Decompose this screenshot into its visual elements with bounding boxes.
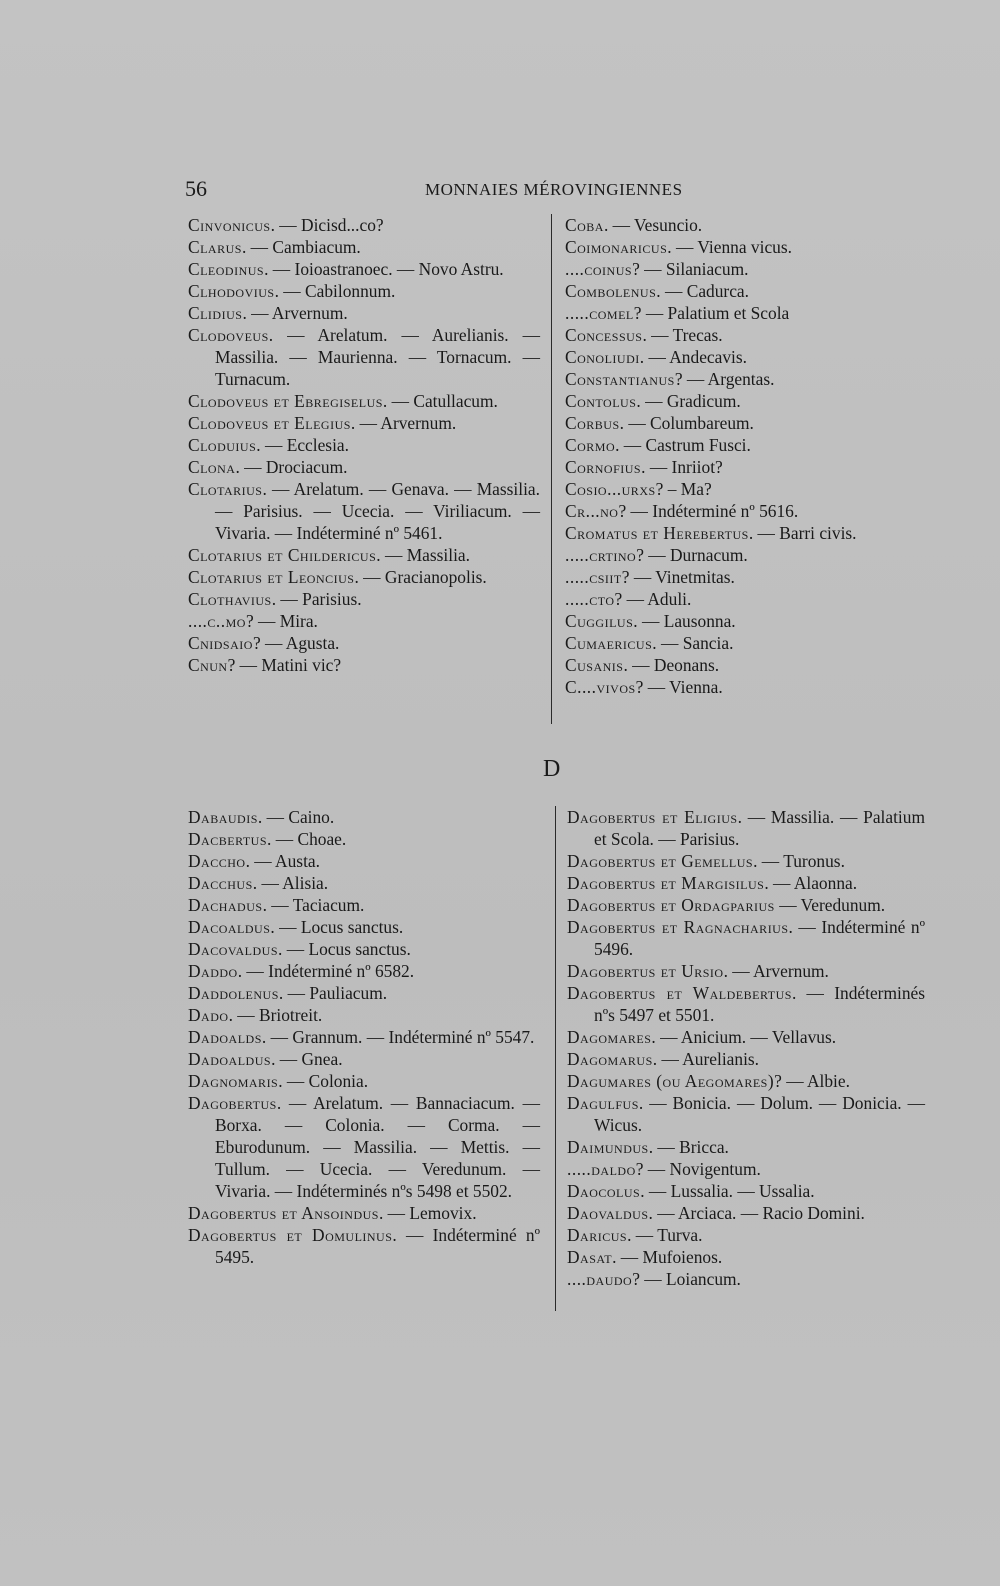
index-entry	[567, 872, 925, 894]
index-entry	[188, 610, 540, 632]
entry-name: Cumaericus	[565, 633, 653, 653]
entry-name: Clotarius	[188, 479, 263, 499]
index-entry	[565, 522, 925, 544]
entry-name: Dagomarus	[567, 1049, 653, 1069]
index-entry	[565, 566, 925, 588]
entry-text: . — Lussalia. — Ussalia.	[640, 1181, 815, 1201]
index-entry	[565, 390, 925, 412]
index-entry	[567, 916, 925, 960]
index-entry	[567, 1246, 925, 1268]
index-entry	[567, 1070, 925, 1092]
index-entry	[188, 434, 540, 456]
entry-name: Clodoveus	[188, 325, 269, 345]
entry-name: Cuggilus	[565, 611, 634, 631]
index-entry	[565, 324, 925, 346]
entry-name: Cusanis	[565, 655, 624, 675]
entry-text: . — Arciaca. — Racio Domini.	[648, 1203, 865, 1223]
entry-name: Daddolenus	[188, 983, 279, 1003]
entry-text: . — Parisius.	[271, 589, 362, 609]
entry-name: Clidius	[188, 303, 243, 323]
entry-name: Dacovaldus	[188, 939, 279, 959]
entry-name: Dagobertus et Ansoindus	[188, 1203, 379, 1223]
entry-name: Daccho	[188, 851, 246, 871]
entry-name: Clhodovius	[188, 281, 275, 301]
index-entry	[188, 1070, 540, 1092]
entry-name: Dagobertus et Gemellus	[567, 851, 754, 871]
entry-name: Daimundus	[567, 1137, 649, 1157]
entry-text: ? — Mira.	[245, 611, 318, 631]
entry-name: Dagobertus et Ragnacharius	[567, 917, 789, 937]
index-entry	[188, 828, 540, 850]
entry-name: Cleodinus	[188, 259, 265, 279]
entry-name: Clona	[188, 457, 236, 477]
entry-name: Constantianus	[565, 369, 675, 389]
entry-text: ? – Ma?	[655, 479, 712, 499]
index-entry	[188, 302, 540, 324]
index-entry	[565, 368, 925, 390]
index-entry	[565, 676, 925, 698]
entry-name: Daocolus	[567, 1181, 641, 1201]
entry-text: ? — Palatium et Scola	[633, 303, 790, 323]
entry-name: .....daldo	[567, 1159, 636, 1179]
entry-text: . — Caino.	[257, 807, 335, 827]
entry-text: . — Drociacum.	[235, 457, 348, 477]
entry-text: ? — Silaniacum.	[632, 259, 749, 279]
entry-name: Cnidsaio	[188, 633, 253, 653]
entry-text: . — Pauliacum.	[278, 983, 388, 1003]
entry-name: Dagobertus	[188, 1093, 277, 1113]
entry-name: Dagobertus et Ordagparius	[567, 895, 775, 915]
index-entry	[188, 982, 540, 1004]
entry-name: Coba	[565, 215, 604, 235]
index-entry	[565, 280, 925, 302]
entry-name: Dagobertus et Ursio	[567, 961, 724, 981]
entry-name: ....c..mo	[188, 611, 246, 631]
entry-name: Dagnomaris	[188, 1071, 279, 1091]
entry-text: . — Taciacum.	[262, 895, 365, 915]
entry-text: . — Deonans.	[623, 655, 720, 675]
entry-name: .....csiit	[565, 567, 622, 587]
entry-text: . — Arelatum. — Bannaciacum. — Borxa. — Colonia. — Corma. — Eburodunum. — Massilia. — Mettis. — Tullum. — Ucecia. — Veredunum. — Vivaria. — Indéterminés nºs 5498 et 5502.	[215, 1093, 540, 1201]
entry-text: ? — Vinetmitas.	[621, 567, 735, 587]
entry-text: . — Arelatum. — Genava. — Massilia. — Parisius. — Ucecia. — Viriliacum. — Vivaria. — Indéterminé nº 5461.	[215, 479, 540, 543]
index-entry	[567, 806, 925, 850]
index-entry	[567, 982, 925, 1026]
entry-text: . — Arvernum.	[350, 413, 457, 433]
entry-text: . — Alaonna.	[764, 873, 858, 893]
entry-text: . — Locus sanctus.	[270, 917, 404, 937]
entry-text: . — Ioioastranoec. — Novo Astru.	[264, 259, 504, 279]
index-entry	[567, 1092, 925, 1136]
entry-text: . — Bonicia. — Dolum. — Donicia. — Wicus.	[594, 1093, 925, 1135]
entry-name: .....crtino	[565, 545, 637, 565]
entry-name: Dacchus	[188, 873, 253, 893]
index-entry	[188, 632, 540, 654]
entry-name: Dagobertus et Eligius	[567, 807, 738, 827]
index-entry	[567, 1026, 925, 1048]
entry-name: Dacoaldus	[188, 917, 271, 937]
index-entry	[188, 850, 540, 872]
index-entry	[188, 214, 540, 236]
entry-text: . — Cambiacum.	[241, 237, 361, 257]
entry-text: . — Anicium. — Vellavus.	[651, 1027, 837, 1047]
index-entry	[188, 280, 540, 302]
column-left-top	[188, 214, 540, 676]
entry-name: Dabaudis	[188, 807, 258, 827]
entry-name: Clarus	[188, 237, 242, 257]
column-left-bottom	[188, 806, 540, 1268]
index-entry	[565, 434, 925, 456]
index-entry	[188, 588, 540, 610]
entry-text: ? — Vienna.	[635, 677, 723, 697]
column-right-bottom	[567, 806, 925, 1290]
entry-text: . — Catullacum.	[382, 391, 498, 411]
entry-text: ? — Albie.	[774, 1071, 850, 1091]
entry-name: Dagobertus et Waldebertus	[567, 983, 792, 1003]
column-right-top	[565, 214, 925, 698]
index-entry	[565, 610, 925, 632]
entry-text: . — Vienna vicus.	[667, 237, 792, 257]
index-entry	[188, 960, 540, 982]
entry-text: . — Inriiot?	[641, 457, 723, 477]
index-entry	[188, 1004, 540, 1026]
index-entry	[188, 412, 540, 434]
entry-text: . — Massilia.	[376, 545, 470, 565]
entry-name: Cornofius	[565, 457, 642, 477]
entry-text: . — Choae.	[267, 829, 347, 849]
index-entry	[188, 916, 540, 938]
entry-text: . — Indéterminé nº 5495.	[215, 1225, 540, 1267]
entry-text: — Veredunum.	[774, 895, 886, 915]
entry-text: . — Lemovix.	[378, 1203, 477, 1223]
entry-text: ? — Durnacum.	[636, 545, 748, 565]
entry-name: Coimonaricus	[565, 237, 668, 257]
entry-text: . — Andecavis.	[639, 347, 747, 367]
entry-name: C....vivos	[565, 677, 636, 697]
entry-text: . — Colonia.	[278, 1071, 369, 1091]
entry-name: Dagobertus et Domulinus	[188, 1225, 393, 1245]
index-entry	[565, 456, 925, 478]
entry-text: . — Castrum Fusci.	[615, 435, 751, 455]
entry-text: . — Aurelianis.	[652, 1049, 760, 1069]
entry-text: . — Mufoienos.	[612, 1247, 723, 1267]
entry-name: Clotarius et Childericus	[188, 545, 377, 565]
entry-text: . — Cadurca.	[656, 281, 750, 301]
entry-name: Clotarius et Leoncius	[188, 567, 355, 587]
index-entry	[565, 346, 925, 368]
entry-text: . — Austa.	[245, 851, 320, 871]
entry-text: . — Indéterminé nº 5496.	[594, 917, 925, 959]
entry-text: . — Gracianopolis.	[354, 567, 487, 587]
entry-text: . — Dicisd...co?	[270, 215, 384, 235]
index-entry	[567, 1158, 925, 1180]
entry-text: ? — Aduli.	[614, 589, 692, 609]
entry-name: Cloduius	[188, 435, 257, 455]
entry-text: . — Indéterminé nº 6582.	[237, 961, 415, 981]
index-entry	[567, 1268, 925, 1290]
entry-name: .....comel	[565, 303, 634, 323]
entry-text: . — Cabilonnum.	[274, 281, 396, 301]
entry-text: . — Vesuncio.	[603, 215, 703, 235]
entry-name: Clothavius	[188, 589, 272, 609]
entry-text: ? — Agusta.	[252, 633, 340, 653]
column-divider-top	[551, 214, 552, 724]
running-title: MONNAIES MÉROVINGIENNES	[425, 180, 683, 199]
entry-text: . — Arvernum.	[242, 303, 348, 323]
entry-name: Daricus	[567, 1225, 628, 1245]
index-entry	[188, 566, 540, 588]
entry-text: . — Indéterminés nºs 5497 et 5501.	[594, 983, 925, 1025]
entry-name: .....cto	[565, 589, 615, 609]
index-entry	[567, 1180, 925, 1202]
page-header	[185, 176, 925, 202]
index-entry	[188, 806, 540, 828]
index-entry	[565, 236, 925, 258]
index-entry	[565, 258, 925, 280]
entry-name: Dagulfus	[567, 1093, 639, 1113]
entry-name: Dagumares (ou Aegomares)	[567, 1071, 775, 1091]
index-entry	[567, 1048, 925, 1070]
entry-name: Dachadus	[188, 895, 263, 915]
entry-text: . — Locus sanctus.	[278, 939, 411, 959]
index-entry	[565, 654, 925, 676]
index-entry	[565, 214, 925, 236]
entry-name: ....daudo	[567, 1269, 633, 1289]
entry-name: Cr...no	[565, 501, 619, 521]
index-entry	[567, 850, 925, 872]
entry-text: . — Alisia.	[252, 873, 329, 893]
entry-text: . — Sancia.	[652, 633, 734, 653]
entry-name: Contolus	[565, 391, 637, 411]
entry-text: . — Columbareum.	[619, 413, 754, 433]
index-entry	[565, 478, 925, 500]
entry-text: . — Grannum. — Indéterminé nº 5547.	[261, 1027, 535, 1047]
entry-name: Cinvonicus	[188, 215, 271, 235]
entry-name: Clodoveus et Elegius	[188, 413, 351, 433]
entry-text: ? — Novigentum.	[635, 1159, 761, 1179]
entry-name: Dasat	[567, 1247, 613, 1267]
index-entry	[565, 588, 925, 610]
entry-name: Dagobertus et Margisilus	[567, 873, 765, 893]
entry-name: Dacbertus	[188, 829, 268, 849]
entry-text: . — Turonus.	[753, 851, 845, 871]
entry-name: Cosio...urxs	[565, 479, 656, 499]
index-entry	[188, 872, 540, 894]
index-entry	[567, 1202, 925, 1224]
entry-text: . — Gradicum.	[636, 391, 741, 411]
index-entry	[565, 302, 925, 324]
entry-text: ? — Matini vic?	[227, 655, 342, 675]
section-letter: D	[543, 756, 561, 782]
entry-name: ....coinus	[565, 259, 633, 279]
index-entry	[188, 1224, 540, 1268]
index-entry	[567, 1224, 925, 1246]
entry-name: Combolenus	[565, 281, 657, 301]
index-entry	[565, 412, 925, 434]
index-entry	[188, 324, 540, 390]
entry-name: Cromatus et Herebertus	[565, 523, 749, 543]
index-entry	[567, 894, 925, 916]
index-entry	[188, 1092, 540, 1202]
entry-name: Dadoalds	[188, 1027, 262, 1047]
entry-name: Cnun	[188, 655, 228, 675]
index-entry	[188, 1026, 540, 1048]
entry-text: . — Gnea.	[271, 1049, 343, 1069]
index-entry	[188, 478, 540, 544]
index-entry	[565, 632, 925, 654]
index-entry	[188, 236, 540, 258]
index-entry	[188, 544, 540, 566]
entry-name: Dado	[188, 1005, 229, 1025]
entry-name: Conoliudi	[565, 347, 640, 367]
column-divider-bottom	[555, 806, 556, 1311]
entry-text: . — Lausonna.	[633, 611, 736, 631]
entry-text: ? — Argentas.	[674, 369, 775, 389]
entry-name: Daddo	[188, 961, 238, 981]
entry-text: . — Barri civis.	[748, 523, 857, 543]
entry-text: ? — Loiancum.	[632, 1269, 741, 1289]
index-entry	[188, 1202, 540, 1224]
entry-text: . — Briotreit.	[228, 1005, 323, 1025]
index-entry	[188, 654, 540, 676]
index-entry	[565, 500, 925, 522]
index-entry	[188, 456, 540, 478]
index-entry	[188, 258, 540, 280]
entry-name: Dadoaldus	[188, 1049, 272, 1069]
entry-name: Daovaldus	[567, 1203, 649, 1223]
index-entry	[567, 960, 925, 982]
index-entry	[188, 938, 540, 960]
entry-text: . — Ecclesia.	[256, 435, 349, 455]
entry-name: Clodoveus et Ebregiselus	[188, 391, 383, 411]
index-entry	[567, 1136, 925, 1158]
entry-text: . — Turva.	[627, 1225, 703, 1245]
index-entry	[188, 390, 540, 412]
index-entry	[188, 894, 540, 916]
entry-name: Cormo	[565, 435, 616, 455]
entry-text: . — Arvernum.	[723, 961, 829, 981]
entry-name: Dagomares	[567, 1027, 652, 1047]
entry-text: . — Bricca.	[648, 1137, 729, 1157]
entry-name: Corbus	[565, 413, 620, 433]
entry-text: . — Massilia. — Palatium et Scola. — Parisius.	[594, 807, 925, 849]
entry-name: Concessus	[565, 325, 643, 345]
entry-text: ? — Indéterminé nº 5616.	[618, 501, 799, 521]
index-entry	[188, 1048, 540, 1070]
entry-text: . — Arelatum. — Aurelianis. — Massilia. — Maurienna. — Tornacum. — Turnacum.	[215, 325, 540, 389]
entry-text: . — Trecas.	[642, 325, 723, 345]
index-entry	[565, 544, 925, 566]
page-number: 56	[185, 176, 207, 201]
